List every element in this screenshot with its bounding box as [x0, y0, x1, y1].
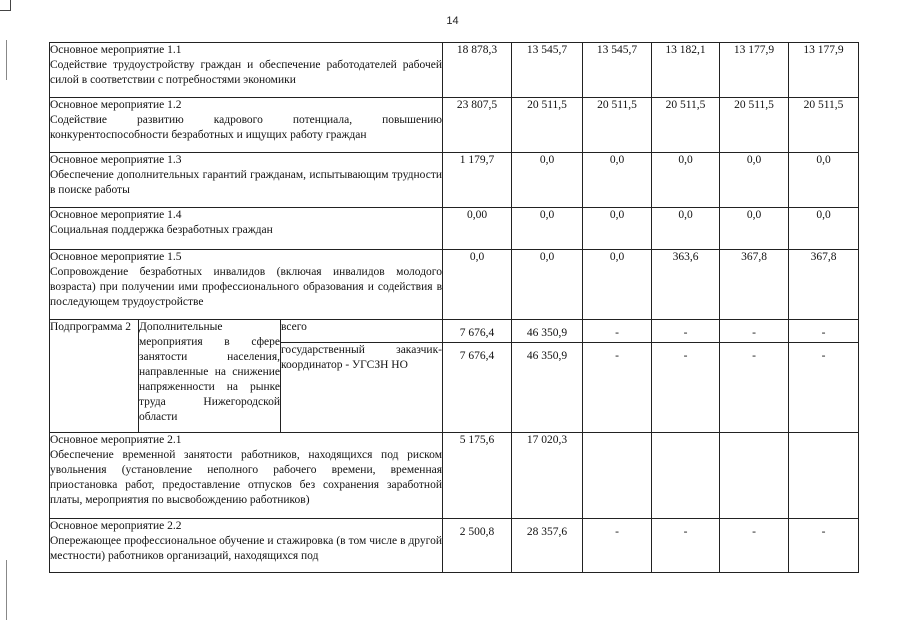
value-cell: 367,8: [720, 250, 789, 320]
measure-title: Основное мероприятие 1.1: [50, 44, 182, 56]
value-cell: 13 177,9: [789, 43, 859, 98]
scan-margin-mark: [6, 560, 7, 620]
value-cell: 0,0: [652, 208, 720, 250]
measure-text: Обеспечение дополнительных гарантий гражданам, испытывающим трудности в поиске работы: [50, 169, 442, 196]
measure-description: [50, 433, 443, 519]
measure-text: Обеспечение временной занятости работников, находящихся под риском увольнения (установление неполного рабочего времени, временная приостановка работ, предоставление отпусков без сохранения заработной платы, мероприятия по высвобождению работников): [50, 449, 442, 506]
table-row: [50, 208, 859, 250]
value-cell: 0,0: [789, 153, 859, 208]
value-cell: -: [583, 519, 652, 573]
value-cell: -: [720, 343, 789, 433]
value-cell: 0,0: [512, 250, 583, 320]
budget-table: [49, 42, 859, 573]
value-cell: 0,0: [583, 250, 652, 320]
measure-text: Содействие трудоустройству граждан и обеспечение работодателей рабочей силой в соответствии с потребностями экономики: [50, 59, 442, 86]
value-cell: 46 350,9: [512, 320, 583, 343]
value-cell: -: [652, 320, 720, 343]
subprogram-name: Дополнительные мероприятия в сфере занятости населения, направленные на снижение напряженности на рынке труда Нижегородской области: [139, 320, 281, 433]
value-cell: 20 511,5: [583, 98, 652, 153]
scan-margin-mark: [6, 40, 7, 80]
measure-description: [50, 519, 443, 573]
value-cell: -: [720, 519, 789, 573]
table-row: [50, 43, 859, 98]
measure-title: Основное мероприятие 1.5: [50, 251, 182, 263]
value-cell: 7 676,4: [443, 320, 512, 343]
value-cell: 0,0: [583, 208, 652, 250]
value-cell: 0,0: [789, 208, 859, 250]
value-cell: 18 878,3: [443, 43, 512, 98]
value-cell: 7 676,4: [443, 343, 512, 433]
executor-cell: государственный заказчик-координатор - УГСЗН НО: [281, 343, 443, 433]
value-cell: 46 350,9: [512, 343, 583, 433]
measure-description: [50, 250, 443, 320]
value-cell: 0,0: [720, 208, 789, 250]
value-cell: 28 357,6: [512, 519, 583, 573]
value-cell: 0,0: [583, 153, 652, 208]
value-cell: -: [652, 519, 720, 573]
value-cell: -: [583, 343, 652, 433]
value-cell: -: [652, 343, 720, 433]
value-cell: [720, 433, 789, 519]
measure-description: [50, 208, 443, 250]
value-cell: 0,0: [512, 153, 583, 208]
executor-cell: всего: [281, 320, 443, 343]
measure-title: Основное мероприятие 1.3: [50, 154, 182, 166]
value-cell: -: [789, 320, 859, 343]
value-cell: 0,00: [443, 208, 512, 250]
table-row: [50, 433, 859, 519]
table-row: [50, 98, 859, 153]
value-cell: -: [720, 320, 789, 343]
subprogram-label: Подпрограмма 2: [50, 320, 139, 433]
value-cell: 20 511,5: [789, 98, 859, 153]
value-cell: 2 500,8: [443, 519, 512, 573]
measure-text: Сопровождение безработных инвалидов (включая инвалидов молодого возраста) при получении ими профессионального образования и содействия в последующем трудоустройстве: [50, 266, 442, 308]
value-cell: 20 511,5: [720, 98, 789, 153]
measure-text: Опережающее профессиональное обучение и стажировка (в том числе в другой местности) работников организаций, находящихся под: [50, 535, 442, 562]
table-row: [50, 320, 859, 343]
value-cell: 13 545,7: [512, 43, 583, 98]
measure-description: [50, 98, 443, 153]
value-cell: 0,0: [443, 250, 512, 320]
table-row: [50, 519, 859, 573]
value-cell: [789, 433, 859, 519]
measure-text: Содействие развитию кадрового потенциала, повышению конкурентоспособности безработных и ищущих работу граждан: [50, 114, 442, 141]
value-cell: 367,8: [789, 250, 859, 320]
scan-corner-mark: [0, 0, 11, 11]
value-cell: -: [583, 320, 652, 343]
table-row: [50, 250, 859, 320]
value-cell: 13 545,7: [583, 43, 652, 98]
value-cell: 363,6: [652, 250, 720, 320]
measure-title: Основное мероприятие 1.4: [50, 209, 182, 221]
measure-title: Основное мероприятие 1.2: [50, 99, 182, 111]
value-cell: -: [789, 519, 859, 573]
value-cell: 17 020,3: [512, 433, 583, 519]
value-cell: 0,0: [652, 153, 720, 208]
measure-description: [50, 43, 443, 98]
page-number: 14: [446, 15, 459, 27]
value-cell: [652, 433, 720, 519]
measure-text: Социальная поддержка безработных граждан: [50, 224, 273, 236]
value-cell: 0,0: [720, 153, 789, 208]
measure-title: Основное мероприятие 2.1: [50, 434, 182, 446]
value-cell: -: [789, 343, 859, 433]
value-cell: 0,0: [512, 208, 583, 250]
value-cell: 20 511,5: [512, 98, 583, 153]
value-cell: 13 177,9: [720, 43, 789, 98]
table-row: [50, 153, 859, 208]
value-cell: 20 511,5: [652, 98, 720, 153]
measure-title: Основное мероприятие 2.2: [50, 520, 182, 532]
value-cell: 1 179,7: [443, 153, 512, 208]
value-cell: [583, 433, 652, 519]
value-cell: 23 807,5: [443, 98, 512, 153]
measure-description: [50, 153, 443, 208]
value-cell: 13 182,1: [652, 43, 720, 98]
value-cell: 5 175,6: [443, 433, 512, 519]
